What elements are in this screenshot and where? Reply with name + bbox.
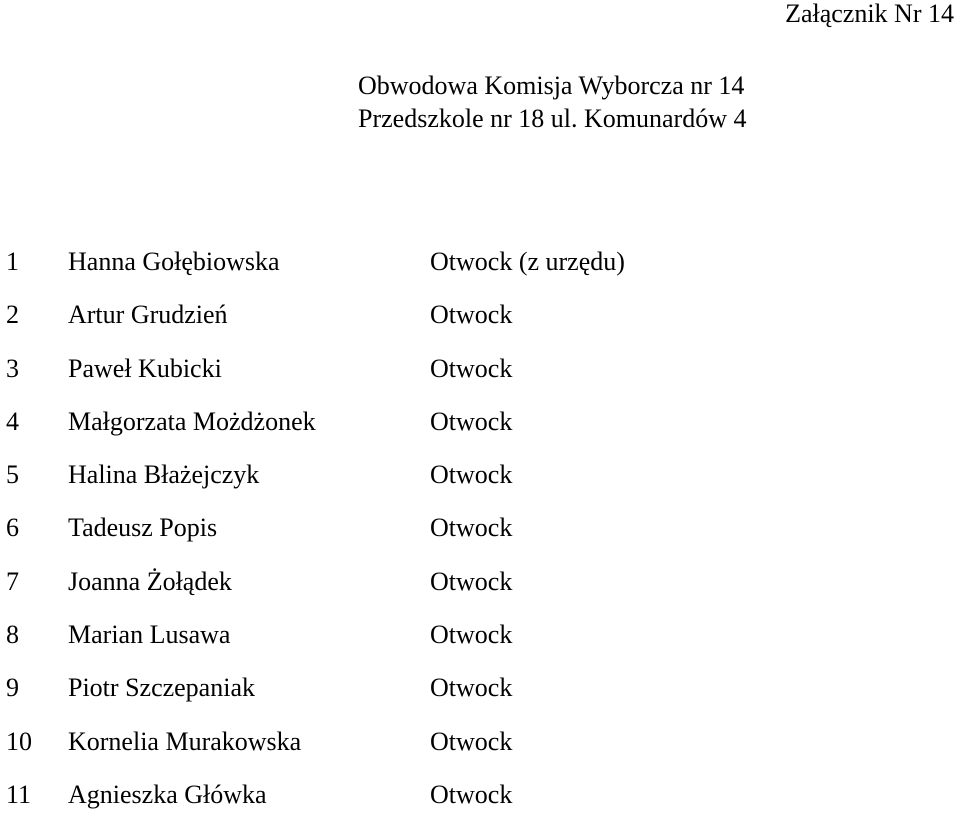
- member-place: Otwock: [430, 566, 513, 596]
- commission-name: Obwodowa Komisja Wyborcza nr 14: [358, 71, 745, 100]
- member-name: Agnieszka Główka: [68, 779, 267, 809]
- member-name: Małgorzata Możdżonek: [68, 406, 316, 436]
- member-number: 6: [6, 513, 19, 543]
- member-number: 11: [6, 779, 32, 809]
- member-place: Otwock (z urzędu): [430, 247, 625, 276]
- member-place: Otwock: [430, 620, 513, 650]
- member-name: Halina Błażejczyk: [68, 460, 260, 490]
- member-place: Otwock: [430, 300, 513, 330]
- member-place: Otwock: [430, 673, 513, 703]
- annex-title: Załącznik Nr 14: [785, 0, 954, 28]
- member-name: Artur Grudzień: [68, 300, 228, 330]
- member-name: Piotr Szczepaniak: [68, 673, 255, 703]
- member-name: Tadeusz Popis: [68, 513, 218, 543]
- member-name: Hanna Gołębiowska: [68, 247, 280, 276]
- member-place: Otwock: [430, 460, 513, 490]
- member-number: 7: [6, 566, 19, 596]
- member-number: 8: [6, 620, 19, 650]
- member-number: 5: [6, 460, 19, 490]
- member-place: Otwock: [430, 513, 513, 543]
- member-name: Joanna Żołądek: [68, 566, 232, 596]
- member-name: Paweł Kubicki: [68, 353, 222, 383]
- member-name: Kornelia Murakowska: [68, 726, 302, 756]
- commission-address: Przedszkole nr 18 ul. Komunardów 4: [358, 104, 747, 133]
- member-name: Marian Lusawa: [68, 620, 231, 650]
- member-place: Otwock: [430, 726, 513, 756]
- member-place: Otwock: [430, 406, 513, 436]
- commission-header: [358, 69, 746, 135]
- member-number: 1: [6, 247, 19, 276]
- member-number: 9: [6, 673, 19, 703]
- member-place: Otwock: [430, 779, 513, 809]
- member-number: 3: [6, 353, 19, 383]
- member-number: 10: [6, 726, 32, 756]
- member-number: 2: [6, 300, 19, 330]
- member-number: 4: [6, 406, 19, 436]
- member-place: Otwock: [430, 353, 513, 383]
